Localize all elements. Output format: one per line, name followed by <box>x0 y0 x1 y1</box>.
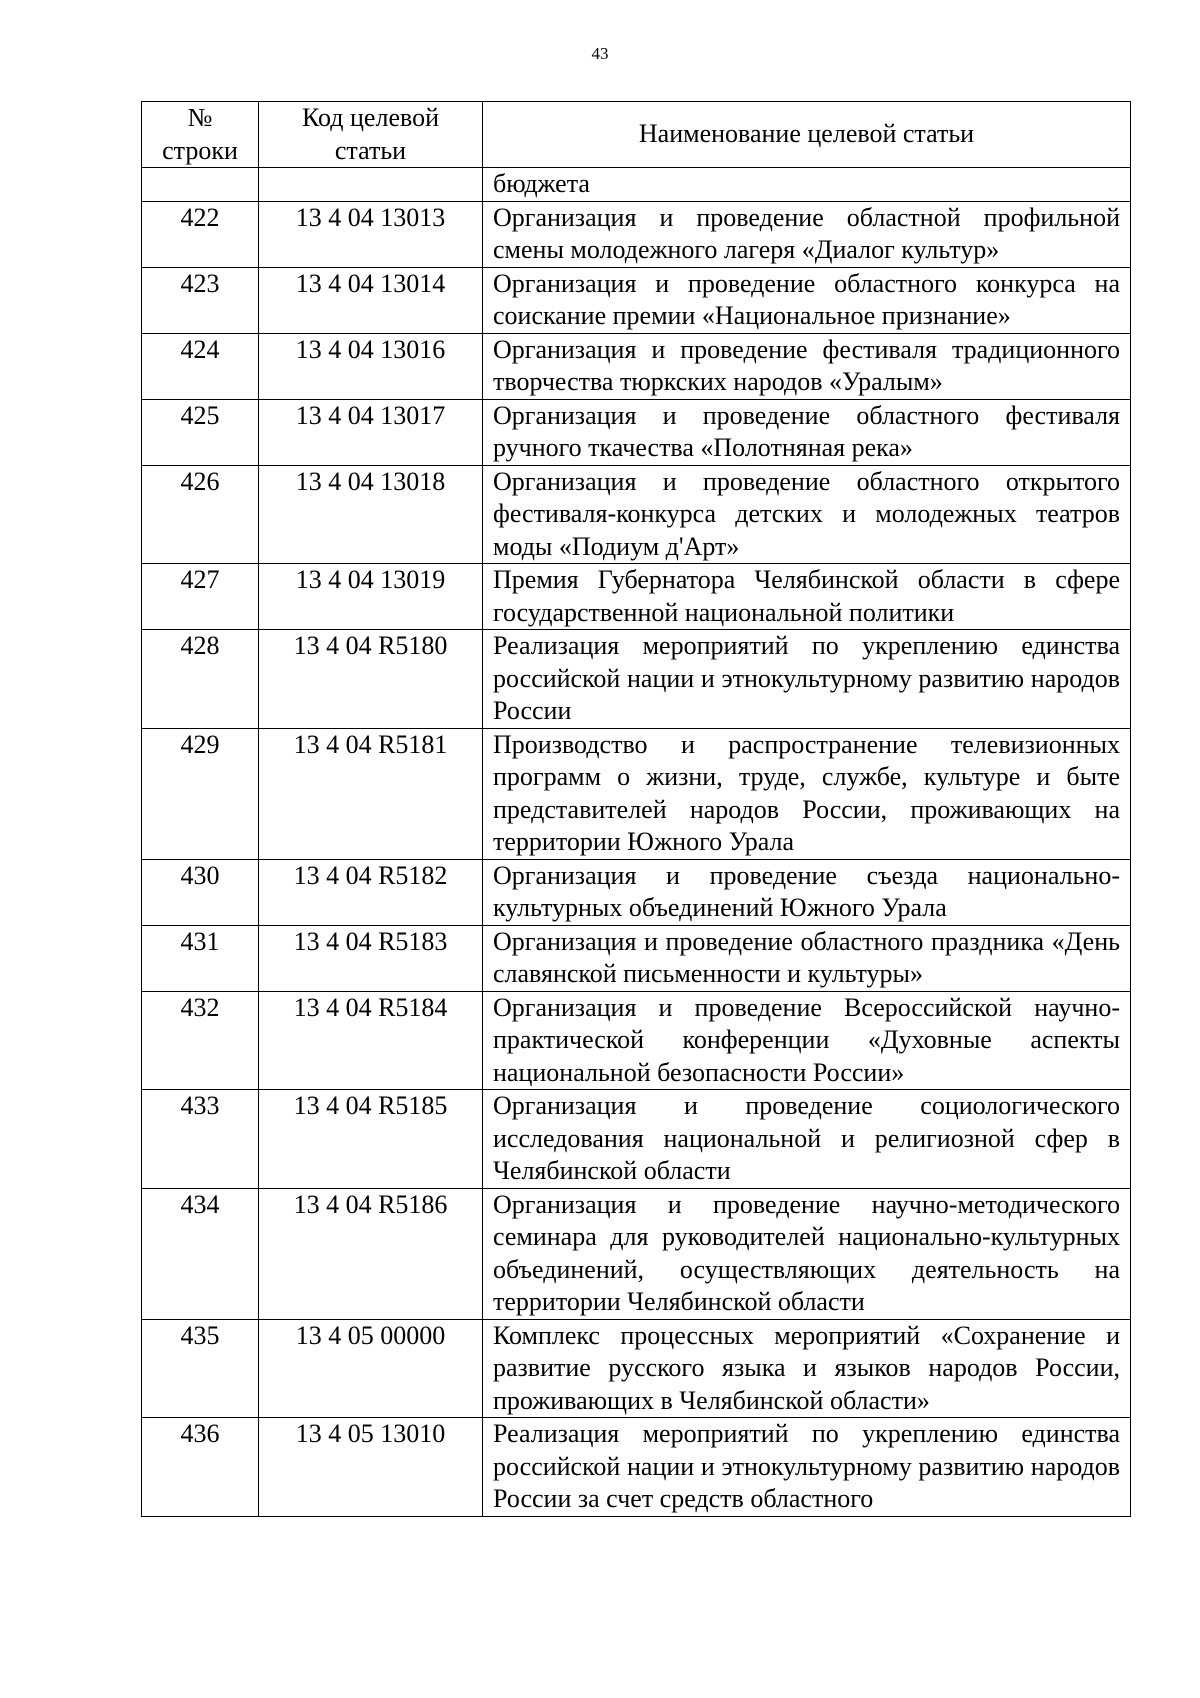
table-row <box>142 1188 1131 1319</box>
table-row <box>142 630 1131 729</box>
article-name: Организация и проведение областного фестиваля ручного ткачества «Полотняная река» <box>483 399 1131 465</box>
row-number <box>142 168 259 202</box>
article-name: Организация и проведение областной профильной смены молодежного лагеря «Диалог культур» <box>483 201 1131 267</box>
article-code: 13 4 04 13014 <box>259 267 483 333</box>
article-code: 13 4 04 R5183 <box>259 925 483 991</box>
table-row <box>142 1319 1131 1418</box>
table-row <box>142 1090 1131 1189</box>
table-row <box>142 201 1131 267</box>
row-number: 426 <box>142 465 259 564</box>
article-code: 13 4 04 R5181 <box>259 728 483 859</box>
header-row <box>142 102 1131 168</box>
article-name: Организация и проведение фестиваля традиционного творчества тюркских народов «Уралым» <box>483 333 1131 399</box>
article-code: 13 4 04 13018 <box>259 465 483 564</box>
article-code: 13 4 04 R5186 <box>259 1188 483 1319</box>
header-name: Наименование целевой статьи <box>483 102 1131 168</box>
article-name: Организация и проведение научно-методического семинара для руководителей национально-культурных объединений, осуществляющих деятельность на территории Челябинской области <box>483 1188 1131 1319</box>
table-row <box>142 399 1131 465</box>
table-row <box>142 1418 1131 1517</box>
page-number: 43 <box>591 44 609 63</box>
row-number: 428 <box>142 630 259 729</box>
article-code: 13 4 04 13019 <box>259 564 483 630</box>
row-number: 433 <box>142 1090 259 1189</box>
article-code: 13 4 04 13017 <box>259 399 483 465</box>
article-code: 13 4 04 R5184 <box>259 991 483 1090</box>
row-number: 427 <box>142 564 259 630</box>
article-name: Организация и проведение областного открытого фестиваля-конкурса детских и молодежных театров моды «Подиум д'Арт» <box>483 465 1131 564</box>
article-name: Организация и проведение областного праздника «День славянской письменности и культуры» <box>483 925 1131 991</box>
row-number: 436 <box>142 1418 259 1517</box>
header-row-number: № строки <box>142 102 259 168</box>
row-number: 423 <box>142 267 259 333</box>
row-number: 431 <box>142 925 259 991</box>
article-code: 13 4 04 R5180 <box>259 630 483 729</box>
table-row <box>142 728 1131 859</box>
table-row <box>142 267 1131 333</box>
row-number: 424 <box>142 333 259 399</box>
article-name: Реализация мероприятий по укреплению единства российской нации и этнокультурному развитию народов России <box>483 630 1131 729</box>
row-number: 432 <box>142 991 259 1090</box>
article-code: 13 4 05 13010 <box>259 1418 483 1517</box>
table-body <box>142 168 1131 1517</box>
table-row <box>142 859 1131 925</box>
article-name: Организация и проведение социологического исследования национальной и религиозной сфер в Челябинской области <box>483 1090 1131 1189</box>
table-row <box>142 925 1131 991</box>
article-name: Реализация мероприятий по укреплению единства российской нации и этнокультурному развитию народов России за счет средств областного <box>483 1418 1131 1517</box>
row-number: 422 <box>142 201 259 267</box>
article-code <box>259 168 483 202</box>
header-code: Код целевой статьи <box>259 102 483 168</box>
row-number: 435 <box>142 1319 259 1418</box>
article-code: 13 4 04 R5185 <box>259 1090 483 1189</box>
article-name: Организация и проведение областного конкурса на соискание премии «Национальное признание» <box>483 267 1131 333</box>
article-name: Организация и проведение Всероссийской научно-практической конференции «Духовные аспекты национальной безопасности России» <box>483 991 1131 1090</box>
article-code: 13 4 05 00000 <box>259 1319 483 1418</box>
table-row <box>142 333 1131 399</box>
table-row <box>142 991 1131 1090</box>
table-header <box>142 102 1131 168</box>
article-code: 13 4 04 R5182 <box>259 859 483 925</box>
article-code: 13 4 04 13016 <box>259 333 483 399</box>
row-number: 434 <box>142 1188 259 1319</box>
target-articles-table <box>141 101 1131 1517</box>
article-name: Производство и распространение телевизионных программ о жизни, труде, службе, культуре и быте представителей народов России, проживающих на территории Южного Урала <box>483 728 1131 859</box>
article-name: Организация и проведение съезда национально-культурных объединений Южного Урала <box>483 859 1131 925</box>
table-row <box>142 465 1131 564</box>
table-row <box>142 564 1131 630</box>
article-name: Комплекс процессных мероприятий «Сохранение и развитие русского языка и языков народов России, проживающих в Челябинской области» <box>483 1319 1131 1418</box>
article-name: Премия Губернатора Челябинской области в сфере государственной национальной политики <box>483 564 1131 630</box>
article-name: бюджета <box>483 168 1131 202</box>
table-row <box>142 168 1131 202</box>
row-number: 429 <box>142 728 259 859</box>
row-number: 425 <box>142 399 259 465</box>
row-number: 430 <box>142 859 259 925</box>
article-code: 13 4 04 13013 <box>259 201 483 267</box>
